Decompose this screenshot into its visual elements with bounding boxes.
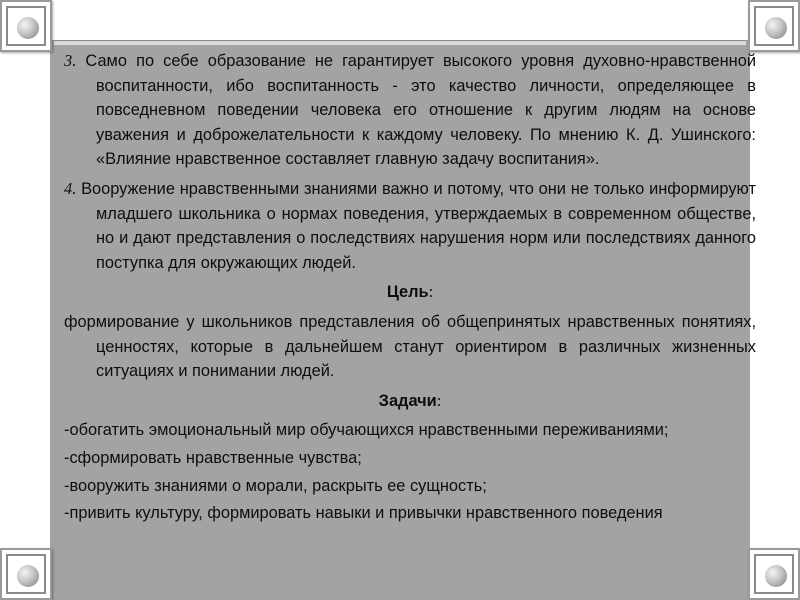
task-item: -привить культуру, формировать навыки и привычки нравственного поведения [64, 504, 663, 523]
paragraph-text: Вооружение нравственными знаниями важно и потому, что они не только информируют младшего школьника о нормах поведения, утверждаемых в современном обществе, но и дают представления о последствиях нарушения норм или последствиях данного поступка для окружающих людей. [76, 179, 756, 272]
corner-dot-icon [17, 17, 39, 39]
corner-ornament-bottom-left [0, 548, 52, 600]
paragraph-text: Само по себе образование не гарантирует высокого уровня духовно-нравственной воспитанности, ибо воспитанность - это качество личности, определяющее в повседневном поведении человека его отношение к другим людям на основе уважения и доброжелательности к каждому человеку. По мнению К. Д. Ушинского: «Влияние нравственное составляет главную задачу воспитания». [76, 52, 756, 169]
goal-text: формирование у школьников представления об общепринятых нравственных понятиях, ценностях, которые в дальнейшем станут ориентиром в различных жизненных ситуациях и понимании людей. [64, 312, 756, 381]
goal-heading [64, 280, 756, 305]
left-frame-rail [0, 0, 50, 600]
corner-dot-icon [765, 565, 787, 587]
corner-ornament-bottom-right [748, 548, 800, 600]
top-band [0, 0, 800, 40]
task-item: -сформировать нравственные чувства; [64, 448, 362, 467]
corner-dot-icon [765, 17, 787, 39]
paragraph-3 [64, 49, 756, 172]
goal-heading-colon: : [428, 282, 434, 302]
right-frame-rail [750, 0, 800, 600]
task-item: -вооружить знаниями о морали, раскрыть ее сущность; [64, 476, 487, 495]
corner-ornament-top-left [0, 0, 52, 52]
paragraph-4 [64, 177, 756, 275]
paragraph-number: 4. [64, 178, 77, 198]
tasks-heading [64, 389, 756, 414]
goal-heading-text: Цель [386, 283, 429, 302]
top-border-line [54, 40, 746, 45]
tasks-heading-text: Задачи [378, 391, 437, 410]
corner-ornament-top-right [748, 0, 800, 52]
slide-content [64, 49, 756, 529]
task-item: -обогатить эмоциональный мир обучающихся нравственными переживаниями; [64, 421, 669, 440]
corner-dot-icon [17, 565, 39, 587]
tasks-heading-colon: : [436, 390, 442, 410]
paragraph-number: 3. [64, 51, 77, 70]
